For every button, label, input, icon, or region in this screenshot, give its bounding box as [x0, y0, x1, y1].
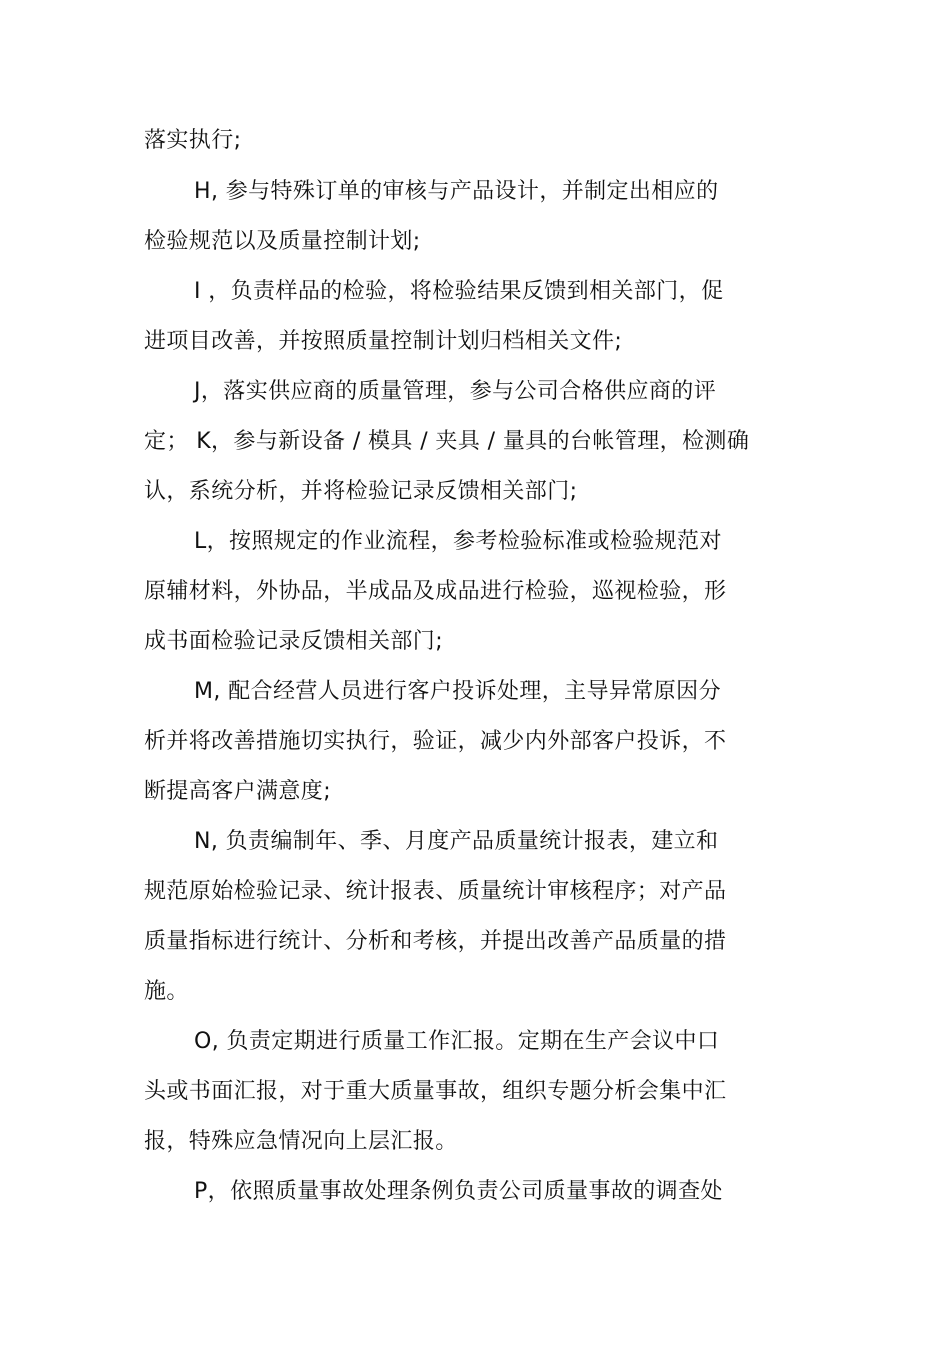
text-line: 规范原始检验记录、统计报表、质量统计审核程序；对产品: [144, 879, 727, 904]
text-line: N, 负责编制年、季、月度产品质量统计报表，建立和: [194, 829, 719, 854]
text-line: 析并将改善措施切实执行，验证，减少内外部客户投诉，不: [144, 729, 727, 754]
text-line: 报，特殊应急情况向上层汇报。: [144, 1129, 458, 1154]
text-line: 施。: [144, 979, 189, 1004]
text-line: L，按照规定的作业流程，参考检验标准或检验规范对: [194, 529, 722, 554]
text-line: P，依照质量事故处理条例负责公司质量事故的调查处: [194, 1179, 723, 1204]
text-line: H, 参与特殊订单的审核与产品设计，并制定出相应的: [194, 179, 719, 204]
text-line: 定； K，参与新设备 / 模具 / 夹具 / 量具的台帐管理，检测确: [144, 429, 750, 454]
text-line: 落实执行;: [144, 128, 242, 153]
text-line: 断提高客户满意度;: [144, 779, 332, 804]
text-line: 认，系统分析，并将检验记录反馈相关部门;: [144, 479, 578, 504]
text-line: 质量指标进行统计、分析和考核，并提出改善产品质量的措: [144, 929, 727, 954]
text-line: J，落实供应商的质量管理，参与公司合格供应商的评: [194, 379, 717, 404]
text-line: 头或书面汇报，对于重大质量事故，组织专题分析会集中汇: [144, 1079, 727, 1104]
text-line: 成书面检验记录反馈相关部门;: [144, 629, 444, 654]
text-line: 原辅材料，外协品，半成品及成品进行检验，巡视检验，形: [144, 579, 727, 604]
text-line: 进项目改善，并按照质量控制计划归档相关文件;: [144, 329, 623, 354]
text-line: I ，负责样品的检验，将检验结果反馈到相关部门，促: [194, 279, 724, 304]
text-line: 检验规范以及质量控制计划;: [144, 229, 421, 254]
text-line: M, 配合经营人员进行客户投诉处理，主导异常原因分: [194, 679, 721, 704]
text-line: O, 负责定期进行质量工作汇报。定期在生产会议中口: [194, 1029, 720, 1054]
